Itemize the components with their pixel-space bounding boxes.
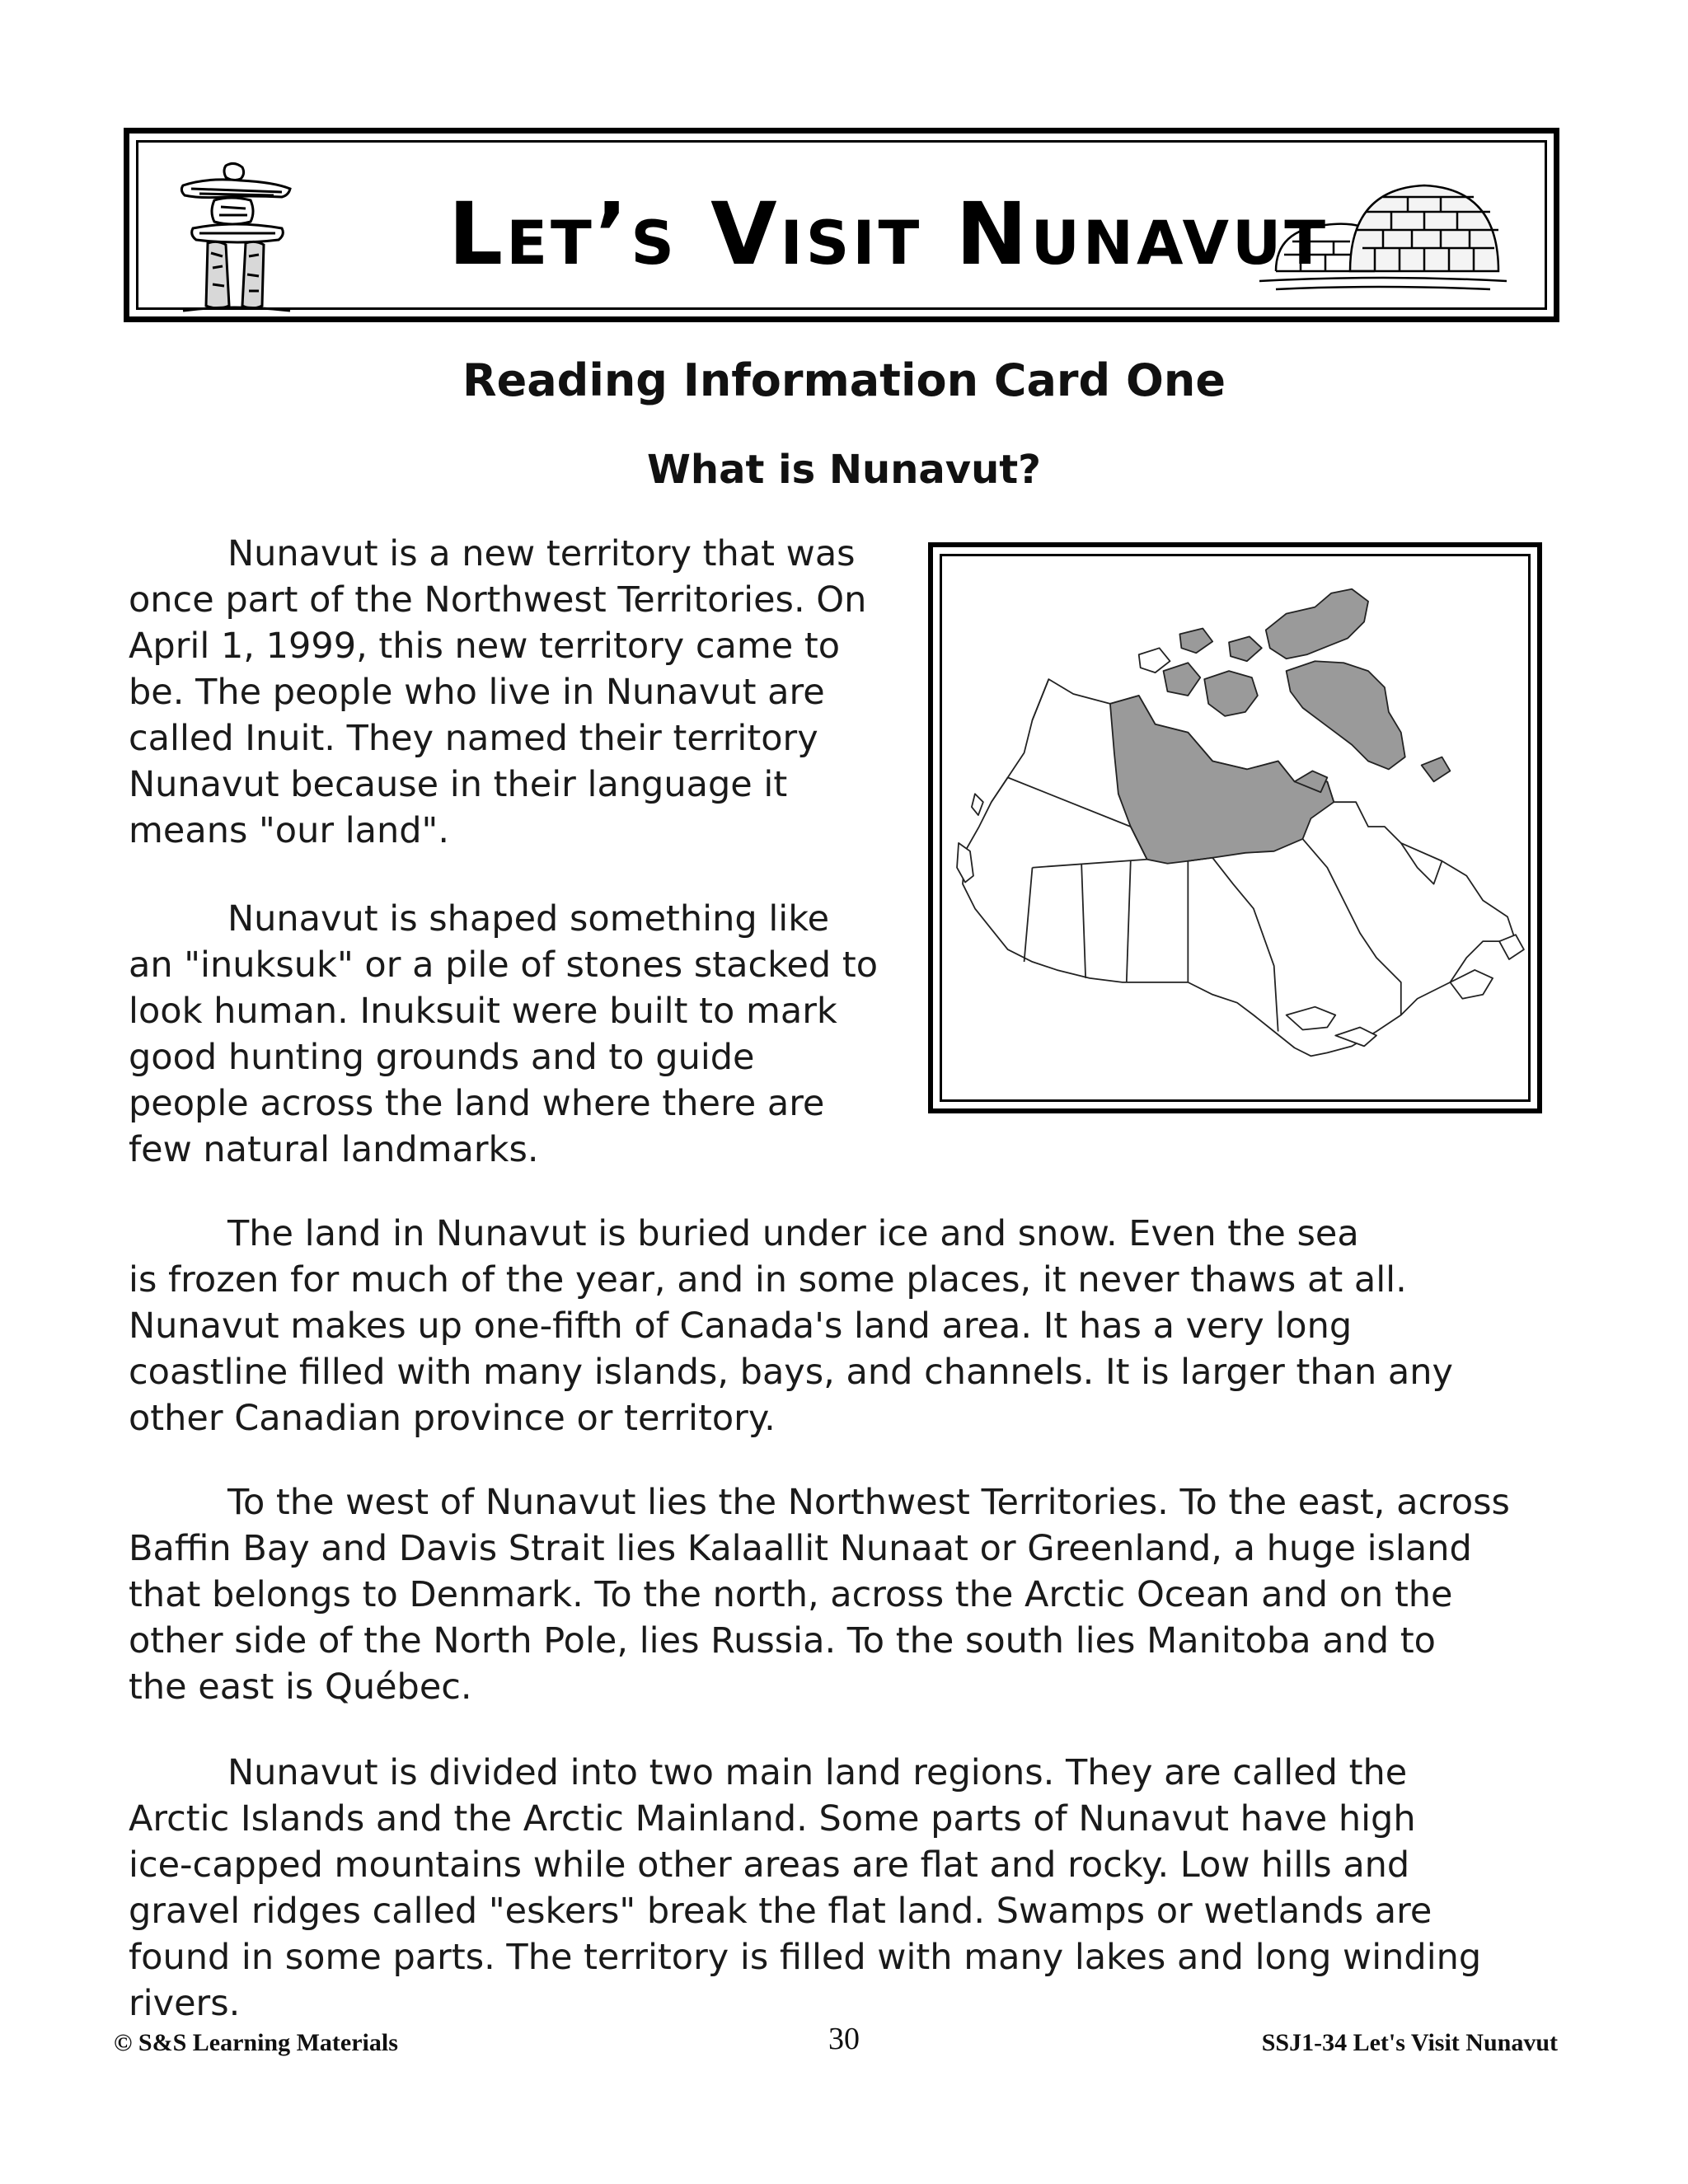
text-line: an "inuksuk" or a pile of stones stacked to <box>129 944 879 986</box>
paragraph-3 <box>129 1211 1579 1441</box>
canada-map-icon <box>942 556 1528 1099</box>
text-line: the east is Québec. <box>129 1666 472 1708</box>
page-number: 30 <box>828 2022 860 2056</box>
text-line: Nunavut is shaped something like <box>227 898 830 940</box>
page-heading: Reading Information Card One <box>462 354 1226 406</box>
footer-product-code: SSJ1-34 Let's Visit Nunavut <box>1261 2029 1558 2056</box>
text-line: that belongs to Denmark. To the north, across the Arctic Ocean and on the <box>129 1574 1453 1615</box>
inuksuk-icon <box>175 161 298 317</box>
paragraph-5 <box>129 1750 1579 2027</box>
text-line: To the west of Nunavut lies the Northwest Territories. To the east, across <box>227 1482 1510 1523</box>
text-line: The land in Nunavut is buried under ice and snow. Even the sea <box>227 1213 1359 1254</box>
text-line: other Canadian province or territory. <box>129 1398 776 1439</box>
text-line: ice-capped mountains while other areas are flat and rocky. Low hills and <box>129 1844 1410 1886</box>
canada-map <box>940 554 1531 1102</box>
canada-map-frame <box>928 542 1542 1113</box>
text-line: Nunavut makes up one-fifth of Canada's land area. It has a very long <box>129 1305 1353 1347</box>
text-line: Nunavut is a new territory that was <box>227 533 856 574</box>
text-line: good hunting grounds and to guide <box>129 1037 755 1078</box>
paragraph-4 <box>129 1479 1579 1710</box>
text-line: Nunavut because in their language it <box>129 764 788 805</box>
text-line: coastline filled with many islands, bays, and channels. It is larger than any <box>129 1352 1453 1393</box>
text-line: gravel ridges called "eskers" break the flat land. Swamps or wetlands are <box>129 1891 1432 1932</box>
igloo-icon <box>1259 172 1507 296</box>
text-line: people across the land where there are <box>129 1083 825 1124</box>
text-line: means "our land". <box>129 810 449 851</box>
text-line: April 1, 1999, this new territory came to <box>129 626 841 667</box>
text-line: other side of the North Pole, lies Russia. To the south lies Manitoba and to <box>129 1620 1436 1661</box>
text-line: look human. Inuksuit were built to mark <box>129 991 837 1032</box>
text-line: be. The people who live in Nunavut are <box>129 672 825 713</box>
title-banner <box>124 128 1559 322</box>
text-line: Nunavut is divided into two main land regions. They are called the <box>227 1752 1408 1793</box>
text-line: called Inuit. They named their territory <box>129 718 818 759</box>
text-line: rivers. <box>129 1983 241 2024</box>
banner-inner-border <box>136 140 1547 310</box>
text-line: few natural landmarks. <box>129 1129 539 1170</box>
text-line: Arctic Islands and the Arctic Mainland. Some parts of Nunavut have high <box>129 1798 1416 1840</box>
paragraph-2 <box>129 896 903 1173</box>
footer-copyright: © S&S Learning Materials <box>114 2029 398 2056</box>
text-line: found in some parts. The territory is filled with many lakes and long winding <box>129 1937 1482 1978</box>
text-line: once part of the Northwest Territories. On <box>129 579 867 621</box>
section-subheading: What is Nunavut? <box>646 447 1042 493</box>
text-line: is frozen for much of the year, and in some places, it never thaws at all. <box>129 1259 1407 1301</box>
text-line: Baffin Bay and Davis Strait lies Kalaallit Nunaat or Greenland, a huge island <box>129 1528 1472 1569</box>
banner-title: Let’s Visit Nunavut <box>448 184 1329 284</box>
paragraph-1 <box>129 531 903 854</box>
